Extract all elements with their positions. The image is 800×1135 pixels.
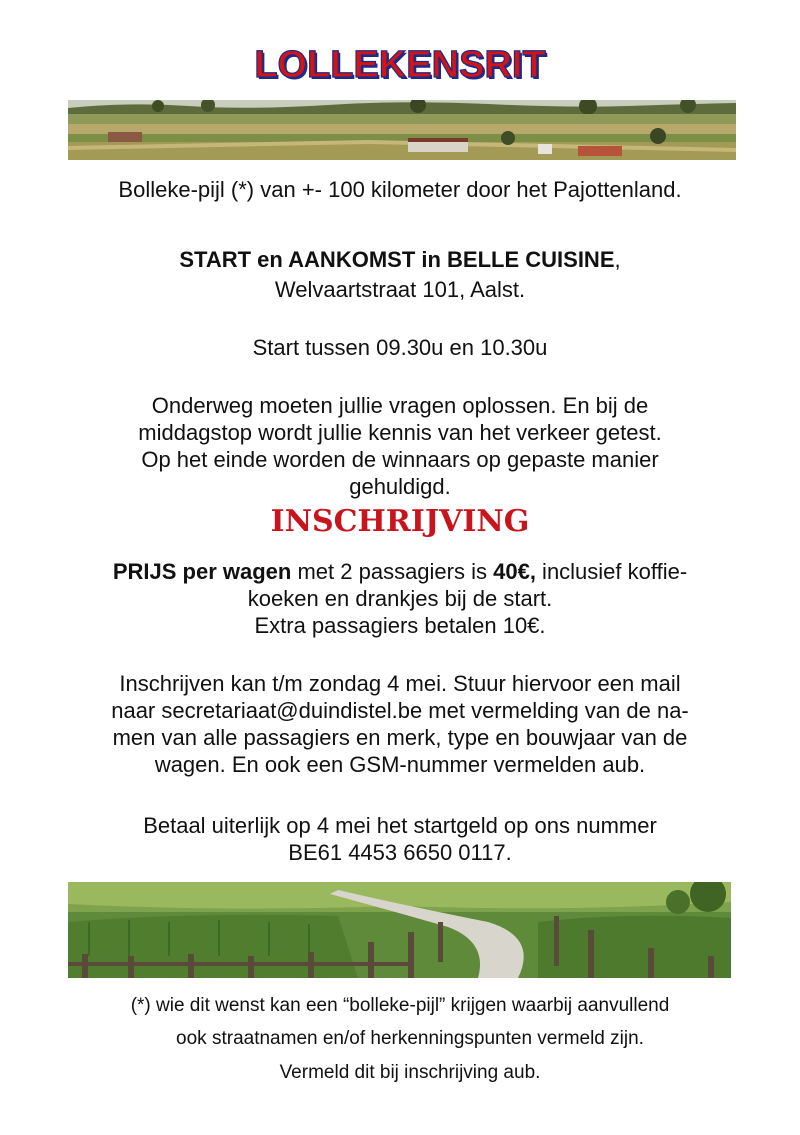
payment-line: Betaal uiterlijk op 4 mei het startgeld op ons nummer [143,813,657,838]
footnote-line-1: (*) wie dit wenst kan een “bolleke-pijl” krijgen waarbij aanvullend [130,995,670,1016]
country-road-image [68,882,731,978]
start-time: Start tussen 09.30u en 10.30u [252,335,548,360]
description [40,392,760,500]
description-line: gehuldigd. [349,474,451,499]
description-line: Op het einde worden de winnaars op gepaste manier [141,447,659,472]
footnote-line-2: ook straatnamen en/of herkenningspunten vermeld zijn. [176,1028,644,1049]
start-heading [40,246,760,273]
registration-block [40,670,760,778]
description-line: middagstop wordt jullie kennis van het verkeer getest. [138,420,662,445]
price-text-a: met 2 passagiers is [291,559,494,584]
registration-line: men van alle passagiers en merk, type en bouwjaar van de [112,725,688,750]
start-address: Welvaartstraat 101, Aalst. [274,277,526,302]
price-text-b: inclusief koffie- [535,559,688,584]
registration-line: wagen. En ook een GSM-nummer vermelden aub. [154,752,646,777]
price-amount: 40€, [493,559,536,584]
landscape-banner-image [68,100,736,160]
price-line [40,558,760,585]
price-line-3: Extra passagiers betalen 10€. [254,613,546,638]
description-line: Onderweg moeten jullie vragen oplossen. En bij de [151,393,649,418]
registration-heading: INSCHRIJVING [270,504,530,539]
registration-line: Inschrijven kan t/m zondag 4 mei. Stuur hiervoor een mail [119,671,681,696]
price-label: PRIJS per wagen [112,559,292,584]
price-line-2: koeken en drankjes bij de start. [247,586,553,611]
intro-text: Bolleke-pijl (*) van +- 100 kilometer door het Pajottenland. [118,177,682,202]
footnote-line-3: Vermeld dit bij inschrijving aub. [279,1062,541,1083]
page-title: LOLLEKENSRIT [254,44,546,86]
payment-line: BE61 4453 6650 0117. [288,840,512,865]
start-location-label: START en AANKOMST in BELLE CUISINE [179,247,615,272]
payment-block [40,812,760,866]
registration-line: naar secretariaat@duindistel.be met vermelding van de na- [111,698,689,723]
start-heading-comma: , [614,247,621,272]
price-block [40,558,760,639]
